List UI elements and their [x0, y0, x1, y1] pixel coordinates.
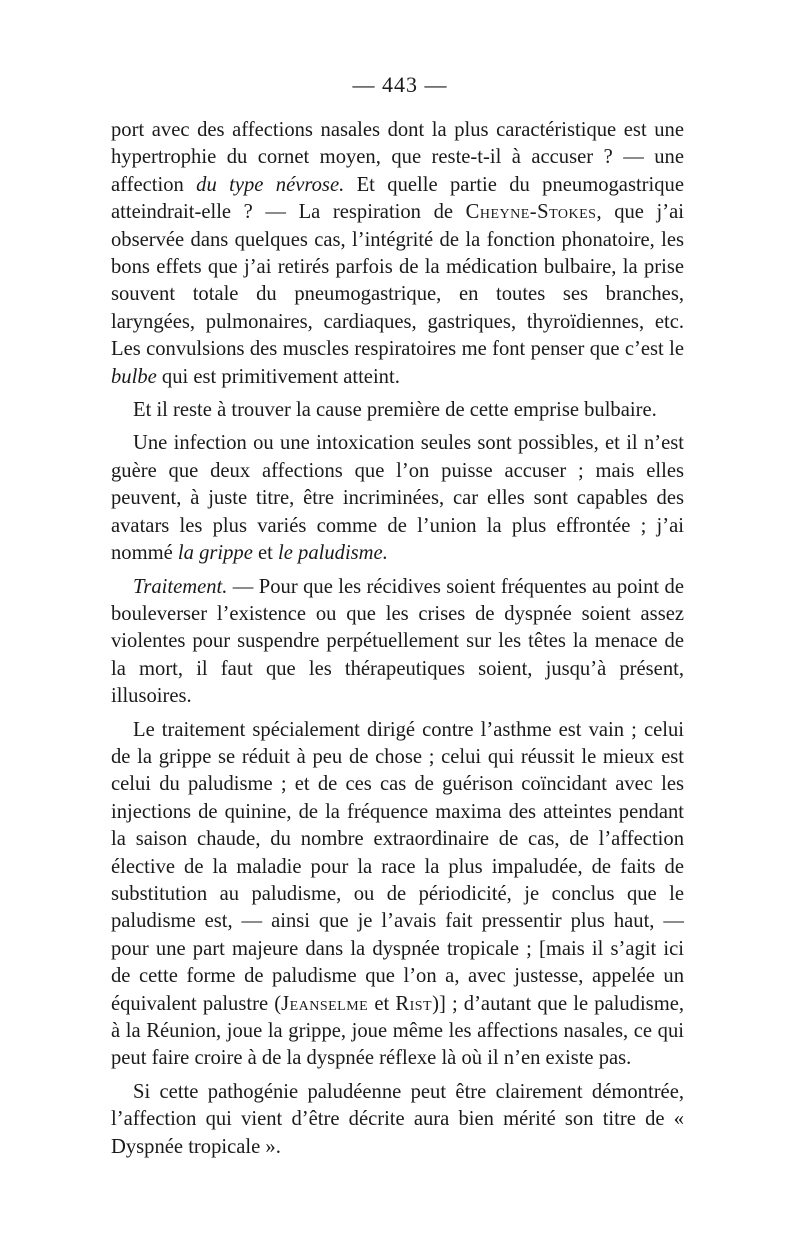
text-run: et — [252, 542, 279, 565]
paragraph — [111, 717, 684, 1073]
paragraph — [111, 397, 684, 424]
author-name: Jeanselme — [281, 992, 369, 1015]
text-run: qui est primitivement atteint. — [156, 365, 400, 388]
paragraph — [111, 1079, 684, 1161]
italic-text: bulbe — [111, 365, 157, 388]
text-run: Le traitement spécialement dirigé contre l’asthme est vain ; celui de la grippe se réduit à peu de chose ; celui qui réussit le mieux est celui du paludisme ; et de ces cas de guérison coïncidant avec les injections de quinine, de la fréquence maxima des atteintes pendant la saison chaude, du nombre extraordinaire de cas, de l’affection élective de la maladie pour la race la plus impaludée, de faits de substitution au paludisme, ou de périodicité, je conclus que le paludisme est, — ainsi que je l’avais fait pressentir plus haut, — pour une part majeure dans la dyspnée tropicale ; [mais il s’agit ici de cette forme de paludisme que l’on a, avec justesse, appelée un équivalent palustre ( — [111, 718, 684, 1015]
italic-text: la grippe — [177, 542, 253, 565]
text-run: , que j’ai observée dans quelques cas, l’intégrité de la fonction phonatoire, les bons effets que j’ai retirés parfois de la médication bulbaire, la prise souvent totale du pneumogastrique, en toutes ses branches, laryngées, pulmonaires, cardiaques, gastriques, thyroïdiennes, etc. Les convulsions des muscles respiratoires me font penser que c’est le — [111, 201, 684, 361]
text-run: port avec des affections nasales dont la plus caractéristique est une hypertrophie du cornet moyen, que reste-t-il à accuser ? — une affection — [111, 119, 684, 196]
text-run: Et quelle partie du pneumogastrique atteindrait-elle ? — La respiration de — [111, 173, 684, 224]
text-run: et — [368, 992, 396, 1015]
italic-text: du type névrose. — [196, 173, 345, 196]
text-run: Et il reste à trouver la cause première de cette emprise bulbaire. — [133, 399, 657, 422]
paragraph — [111, 430, 684, 567]
text-run: )] ; d’autant que le paludisme, à la Réunion, joue la grippe, joue même les affections nasales, ce qui peut faire croire à de la dyspnée réflexe là où il n’en existe pas. — [111, 992, 684, 1070]
text-run: Une infection ou une intoxication seules sont possibles, et il n’est guère que deux affections que l’on puisse accuser ; mais elles peuvent, à juste titre, être incriminées, car elles sont capables des avatars les plus variés comme de l’union la plus effrontée ; j’ai nommé — [111, 432, 684, 565]
italic-text: le paludisme. — [278, 542, 388, 565]
author-name: Cheyne-Stokes — [465, 201, 597, 224]
page-number: — 443 — — [352, 72, 448, 97]
section-heading: Traitement. — [133, 575, 228, 598]
paragraph — [111, 574, 684, 711]
paragraph — [111, 117, 684, 391]
text-run: Si cette pathogénie paludéenne peut être clairement démontrée, l’affection qui vient d’être décrite aura bien mérité son titre de « Dyspnée tropicale ». — [111, 1080, 684, 1158]
body-text — [111, 117, 684, 1167]
author-name: Rist — [395, 992, 433, 1015]
text-run: — Pour que les récidives soient fréquentes au point de bouleverser l’existence ou que les crises de dyspnée soient assez violentes pour suspendre perpétuellement sur les têtes la menace de la mort, il faut que les thérapeutiques soient, jusqu’à présent, illusoires. — [111, 575, 684, 708]
